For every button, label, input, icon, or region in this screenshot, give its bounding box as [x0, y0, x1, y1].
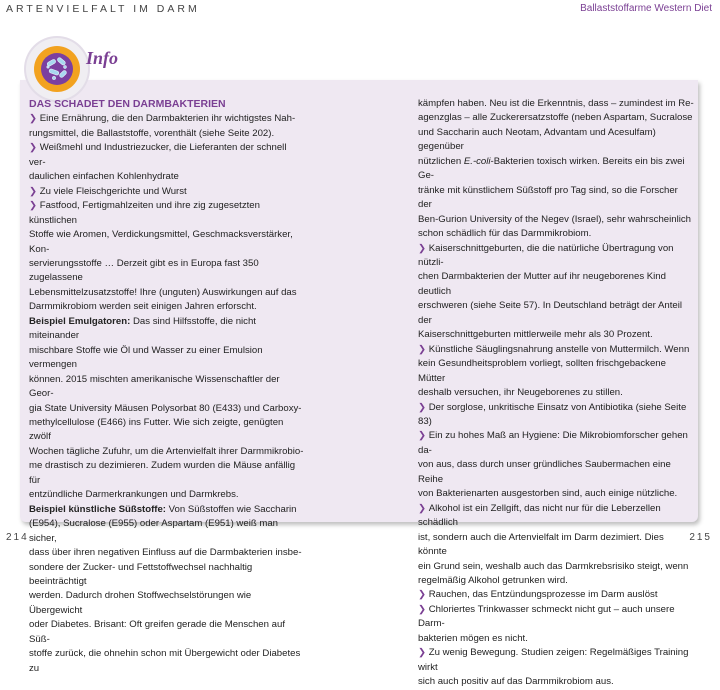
text-segment: Das sind Hilfsstoffe, die nicht miteinander: [29, 315, 256, 342]
bullet-arrow-icon: ❯: [418, 647, 429, 659]
text-line: [418, 429, 694, 458]
text-line: [29, 344, 305, 373]
text-line: [418, 343, 694, 357]
left-column: [29, 97, 305, 676]
text-segment: sondere der Zucker- und Fettstoffwechsel nachhaltig beeinträchtigt: [29, 561, 253, 587]
text-line: [29, 402, 305, 416]
text-line: [418, 675, 694, 689]
text-segment: kämpfen haben. Neu ist die Erkenntnis, dass – zumindest im Re-: [418, 98, 694, 109]
text-segment: Kaiserschnittgeburten, die die natürliche Übertragung von nützli-: [418, 242, 674, 268]
text-line: [418, 588, 694, 602]
text-segment: daulichen einfachen Kohlenhydrate: [29, 171, 179, 183]
text-segment: agenzglas – alle Zuckerersatzstoffe (neben Aspartam, Sucralose: [418, 112, 693, 124]
bullet-arrow-icon: ❯: [418, 589, 429, 601]
text-segment: Zu wenig Bewegung. Studien zeigen: Regelmäßiges Training wirkt: [418, 647, 689, 673]
text-line: [418, 97, 694, 111]
text-segment: können. 2015 mischten amerikanische Wissenschaftler der Geor-: [29, 373, 280, 400]
text-line: [418, 560, 694, 574]
text-segment: Alkohol ist ein Zellgift, das nicht nur für die Leberzellen schädlich: [418, 502, 661, 529]
text-line: [29, 459, 305, 488]
text-segment: Kaiserschnittgeburten mittlerweile mehr als 30 Prozent.: [418, 329, 653, 341]
text-segment: Von Süßstoffen wie Saccharin: [166, 503, 297, 515]
bacteria-icon: [41, 53, 73, 85]
text-segment: von Bakterienarten ausgestorben sind, auch einige nützliche.: [418, 488, 678, 500]
text-line: [418, 126, 694, 155]
text-segment: regelmäßig Alkohol getrunken wird.: [418, 574, 568, 586]
text-line: [29, 445, 305, 459]
text-segment: Künstliche Säuglingsnahrung anstelle von Muttermilch. Wenn: [428, 343, 690, 355]
text-line: [29, 618, 305, 647]
text-line: [418, 270, 694, 299]
text-segment: tränke mit künstlichem Süßstoff pro Tag sind, so die Forscher der: [418, 184, 678, 211]
text-line: [418, 328, 694, 342]
text-segment: bakterien mögen es nicht.: [418, 632, 528, 644]
text-line: [418, 227, 694, 241]
text-line: [29, 517, 305, 546]
text-line: [29, 112, 305, 126]
text-segment: -Bakterien toxisch wirken. Bereits ein bis zwei Ge-: [418, 155, 685, 182]
text-line: [29, 199, 305, 228]
text-line: [418, 646, 694, 675]
text-segment: Zu viele Fleischgerichte und Wurst: [39, 185, 187, 197]
text-line: [418, 386, 694, 400]
text-segment: sich auch positiv auf das Darmmikrobiom aus.: [418, 676, 614, 688]
text-line: [29, 546, 305, 560]
running-header-left: ARTENVIELFALT IM DARM: [6, 3, 200, 15]
bullet-arrow-icon: ❯: [418, 603, 429, 615]
text-line: [29, 488, 305, 502]
text-segment: und Saccharin auch Neotam, Advantam und Acesulfam) gegenüber: [418, 126, 656, 153]
bullet-arrow-icon: ❯: [418, 401, 429, 413]
text-segment: dass über ihren negativen Einfluss auf die Darmbakterien insbe-: [29, 547, 302, 559]
info-badge: [26, 38, 88, 100]
text-segment: oder Diabetes. Brisant: Oft greifen gerade die Menschen auf Süß-: [29, 619, 285, 645]
text-segment: Eine Ernährung, die den Darmbakterien ihr wichtigstes Nah-: [39, 113, 296, 125]
text-segment: nützlichen: [418, 155, 464, 167]
text-line: [418, 632, 694, 646]
bold-lead: Beispiel künstliche Süßstoffe:: [29, 503, 167, 515]
text-line: [29, 170, 305, 184]
bold-lead: Beispiel Emulgatoren:: [29, 315, 131, 327]
bullet-arrow-icon: ❯: [29, 142, 40, 154]
info-title: Info: [86, 48, 119, 68]
text-segment: rungsmittel, die Ballaststoffe, vorenthält (siehe Seite 202).: [29, 127, 275, 139]
text-segment: servierungsstoffe … Derzeit gibt es in Europa fast 350 zugelassene: [29, 257, 259, 284]
text-line: [418, 242, 694, 271]
text-line: [418, 574, 694, 588]
bullet-arrow-icon: ❯: [418, 502, 429, 514]
text-segment: Ein zu hohes Maß an Hygiene: Die Mikrobiomforscher gehen da-: [418, 430, 688, 456]
text-segment: Chloriertes Trinkwasser schmeckt nicht gut – auch unsere Darm-: [418, 603, 675, 630]
text-segment: (E954), Sucralose (E955) oder Aspartam (E951) weiß man sicher,: [29, 518, 279, 544]
running-header-right: Ballaststoffarme Western Diet: [580, 3, 712, 14]
text-segment: Rauchen, das Entzündungsprozesse im Darm auslöst: [428, 589, 658, 601]
text-line: [29, 647, 305, 676]
text-segment: stoffe zurück, die ohnehin schon mit Übergewicht oder Diabetes zu: [29, 648, 301, 674]
bullet-arrow-icon: ❯: [29, 185, 40, 197]
text-segment: Wochen tägliche Zufuhr, um die Artenvielfalt ihrer Darmmikrobio-: [29, 445, 304, 457]
text-segment: deshalb versuchen, ihr Neugeborenes zu stillen.: [418, 387, 623, 399]
text-line: [418, 155, 694, 184]
text-segment: Weißmehl und Industriezucker, die Lieferanten der schnell ver-: [29, 142, 287, 168]
bullet-arrow-icon: ❯: [418, 430, 429, 442]
text-line: [29, 315, 305, 344]
page-number-right: 215: [689, 532, 712, 543]
text-line: [418, 299, 694, 328]
text-line: [418, 502, 694, 531]
text-line: [418, 213, 694, 227]
text-line: [29, 185, 305, 199]
text-segment: ist, sondern auch die Artenvielfalt im Darm dezimiert. Dies könnte: [418, 531, 664, 558]
text-line: [418, 184, 694, 213]
text-segment: entzündliche Darmerkrankungen und Darmkrebs.: [29, 489, 239, 501]
text-line: [29, 503, 305, 517]
bullet-arrow-icon: ❯: [418, 242, 429, 254]
text-segment: von aus, dass durch unser gründliches Saubermachen eine Reihe: [418, 459, 671, 485]
text-segment: Ben-Gurion University of the Negev (Israel), sehr wahrscheinlich: [418, 213, 692, 225]
page-number-left: 214: [6, 532, 29, 543]
bullet-arrow-icon: ❯: [418, 343, 429, 355]
text-line: [418, 401, 694, 430]
text-line: [29, 589, 305, 618]
text-segment: Darmmikrobiom werden seit einigen Jahren erforscht.: [29, 301, 257, 313]
text-line: [418, 458, 694, 487]
text-segment: chen Darmbakterien der Mutter auf ihr neugeborenes Kind deutlich: [418, 271, 666, 297]
text-segment: Lebensmittelzusatzstoffe! Ihre (unguten) Auswirkungen auf das: [29, 286, 297, 298]
text-line: [29, 257, 305, 286]
text-line: [418, 487, 694, 501]
text-segment: methylcellulose (E466) ins Futter. Wie sich zeigte, genügten zwölf: [29, 416, 284, 443]
text-line: [418, 357, 694, 386]
italic-term: E.-coli: [463, 155, 491, 167]
bullet-arrow-icon: ❯: [29, 113, 40, 125]
bullet-arrow-icon: ❯: [29, 200, 40, 212]
text-segment: werden. Dadurch drohen Stoffwechselstörungen wie Übergewicht: [29, 590, 252, 616]
badge-ring: [34, 46, 80, 92]
text-segment: Der sorglose, unkritische Einsatz von Antibiotika (siehe Seite 83): [418, 401, 687, 427]
text-segment: schon schädlich für das Darmmikrobiom.: [418, 228, 592, 240]
text-segment: me drastisch zu dezimieren. Zudem wurden die Mäuse anfällig für: [29, 460, 296, 486]
text-segment: kein Gesundheitsproblem vorliegt, sollten frischgebackene Mütter: [418, 358, 666, 384]
text-line: [418, 603, 694, 632]
text-line: [29, 127, 305, 141]
text-segment: erschweren (siehe Seite 57). In Deutschland beträgt der Anteil der: [418, 300, 682, 326]
text-line: [29, 286, 305, 300]
text-segment: Fastfood, Fertigmahlzeiten und ihre zig zugesetzten künstlichen: [29, 200, 260, 226]
text-line: [29, 416, 305, 445]
text-line: [418, 531, 694, 560]
text-segment: gia State University Mäusen Polysorbat 80 (E433) und Carboxy-: [29, 402, 302, 414]
text-line: [29, 373, 305, 402]
text-line: [29, 300, 305, 314]
text-line: [29, 561, 305, 590]
text-line: [29, 228, 305, 257]
text-line: [418, 111, 694, 125]
section-heading: DAS SCHADET DEN DARMBAKTERIEN: [29, 98, 226, 110]
text-segment: mischbare Stoffe wie Öl und Wasser zu einer Emulsion vermengen: [29, 344, 263, 371]
text-segment: Stoffe wie Aromen, Verdickungsmittel, Geschmacksverstärker, Kon-: [29, 229, 293, 255]
text-segment: ein Grund sein, weshalb auch das Darmkrebsrisiko steigt, wenn: [418, 560, 689, 572]
right-column: [418, 97, 694, 690]
text-line: [29, 141, 305, 170]
